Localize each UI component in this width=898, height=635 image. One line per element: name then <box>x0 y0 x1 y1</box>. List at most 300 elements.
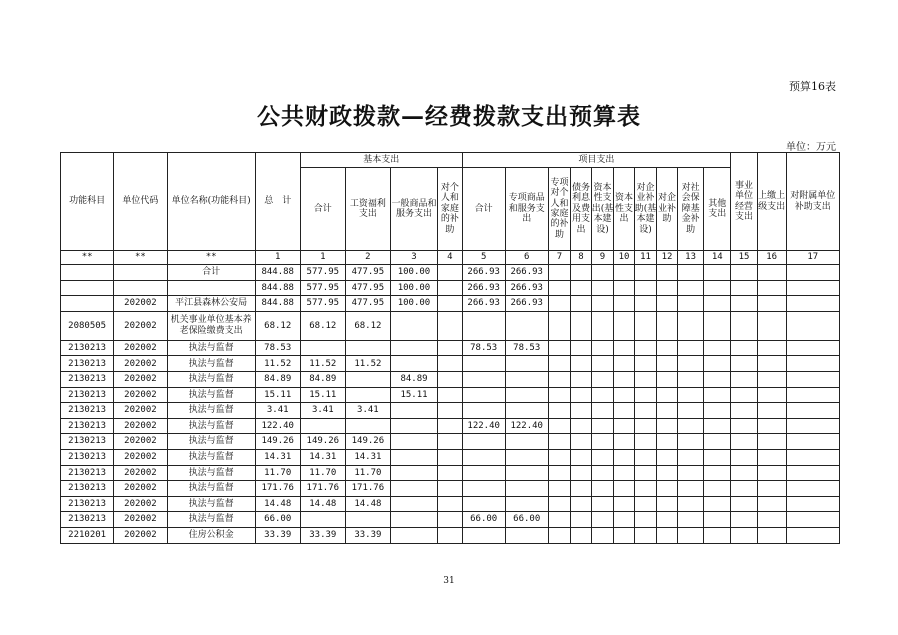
header-basic: 基本支出 <box>300 153 462 168</box>
table-cell: 66.00 <box>462 512 505 528</box>
table-cell <box>390 340 437 356</box>
table-cell <box>634 496 657 512</box>
table-cell: 执法与监督 <box>167 512 255 528</box>
header-project-other: 其他支出 <box>704 168 731 251</box>
table-cell: 14.48 <box>255 496 300 512</box>
table-cell <box>614 403 634 419</box>
table-cell <box>614 527 634 543</box>
index-cell: 14 <box>704 251 731 265</box>
table-cell <box>731 512 758 528</box>
table-cell <box>571 265 591 281</box>
table-cell: 11.52 <box>255 356 300 372</box>
table-cell <box>548 418 571 434</box>
table-cell <box>345 512 390 528</box>
table-cell <box>505 527 548 543</box>
table-cell <box>657 496 677 512</box>
table-cell <box>390 465 437 481</box>
table-cell <box>505 387 548 403</box>
table-cell: 122.40 <box>505 418 548 434</box>
table-cell <box>704 296 731 312</box>
table-cell <box>657 265 677 281</box>
table-cell <box>571 418 591 434</box>
table-cell <box>657 434 677 450</box>
table-cell <box>731 387 758 403</box>
table-cell: 68.12 <box>255 311 300 340</box>
table-cell: 2130213 <box>61 449 114 465</box>
table-cell <box>657 403 677 419</box>
table-cell <box>704 280 731 296</box>
table-cell <box>462 356 505 372</box>
table-cell <box>462 311 505 340</box>
index-cell: 16 <box>757 251 786 265</box>
table-cell: 机关事业单位基本养老保险缴费支出 <box>167 311 255 340</box>
table-cell <box>731 265 758 281</box>
header-project-social: 对社会保障基金补助 <box>677 168 704 251</box>
table-cell <box>677 496 704 512</box>
table-cell <box>591 403 614 419</box>
table-row <box>61 527 840 543</box>
table-cell <box>786 280 839 296</box>
table-cell <box>657 387 677 403</box>
table-cell <box>731 465 758 481</box>
index-cell: ** <box>114 251 167 265</box>
table-cell <box>438 527 463 543</box>
table-cell <box>704 356 731 372</box>
table-cell: 844.88 <box>255 280 300 296</box>
table-cell: 执法与监督 <box>167 496 255 512</box>
table-cell: 执法与监督 <box>167 403 255 419</box>
header-operating: 事业单位经营支出 <box>731 153 758 251</box>
table-cell <box>571 296 591 312</box>
table-cell <box>548 481 571 497</box>
table-cell <box>114 265 167 281</box>
table-cell <box>390 496 437 512</box>
table-cell <box>614 496 634 512</box>
table-cell <box>731 280 758 296</box>
table-cell <box>390 449 437 465</box>
table-cell: 844.88 <box>255 296 300 312</box>
table-cell <box>571 465 591 481</box>
table-cell <box>462 496 505 512</box>
header-project-debt: 债务利息及费用支出 <box>571 168 591 251</box>
table-cell: 844.88 <box>255 265 300 281</box>
table-cell <box>677 481 704 497</box>
table-cell <box>300 340 345 356</box>
table-cell <box>757 296 786 312</box>
index-cell: 15 <box>731 251 758 265</box>
table-cell <box>657 527 677 543</box>
header-project-capital: 资本性支出(基本建设) <box>591 168 614 251</box>
table-cell <box>731 434 758 450</box>
table-cell <box>505 311 548 340</box>
table-cell: 577.95 <box>300 296 345 312</box>
table-cell <box>345 371 390 387</box>
table-cell <box>505 449 548 465</box>
table-cell <box>591 449 614 465</box>
table-cell: 14.48 <box>345 496 390 512</box>
table-cell <box>571 356 591 372</box>
table-cell: 477.95 <box>345 280 390 296</box>
table-cell <box>757 356 786 372</box>
table-cell <box>548 527 571 543</box>
table-cell: 15.11 <box>300 387 345 403</box>
index-cell: 3 <box>390 251 437 265</box>
table-cell <box>786 311 839 340</box>
table-cell <box>591 527 614 543</box>
table-row <box>61 481 840 497</box>
table-cell <box>614 434 634 450</box>
table-cell <box>757 527 786 543</box>
table-cell <box>591 265 614 281</box>
table-cell: 577.95 <box>300 265 345 281</box>
table-cell <box>345 418 390 434</box>
table-cell: 122.40 <box>255 418 300 434</box>
table-cell <box>390 512 437 528</box>
table-cell <box>438 265 463 281</box>
table-cell <box>757 280 786 296</box>
table-cell <box>757 512 786 528</box>
table-cell <box>731 527 758 543</box>
table-cell <box>438 371 463 387</box>
table-cell <box>462 434 505 450</box>
table-cell <box>345 340 390 356</box>
table-cell <box>731 311 758 340</box>
table-cell: 100.00 <box>390 280 437 296</box>
table-cell <box>345 387 390 403</box>
table-row <box>61 296 840 312</box>
unit-label: 单位：万元 <box>786 142 836 153</box>
table-cell <box>657 280 677 296</box>
table-cell: 266.93 <box>462 280 505 296</box>
table-row <box>61 418 840 434</box>
table-cell: 执法与监督 <box>167 449 255 465</box>
table-cell: 2130213 <box>61 434 114 450</box>
table-cell <box>731 296 758 312</box>
page-number: 31 <box>443 576 455 586</box>
table-cell: 202002 <box>114 465 167 481</box>
table-cell <box>704 496 731 512</box>
table-cell <box>438 434 463 450</box>
table-cell <box>505 496 548 512</box>
table-cell <box>677 371 704 387</box>
table-cell <box>786 387 839 403</box>
table-row <box>61 311 840 340</box>
table-cell <box>677 465 704 481</box>
table-cell: 202002 <box>114 296 167 312</box>
table-cell <box>731 340 758 356</box>
table-cell <box>757 434 786 450</box>
table-cell <box>677 403 704 419</box>
table-cell <box>614 371 634 387</box>
table-cell <box>704 481 731 497</box>
table-cell <box>462 371 505 387</box>
table-cell <box>614 387 634 403</box>
table-cell <box>505 434 548 450</box>
table-cell <box>677 311 704 340</box>
table-cell: 202002 <box>114 311 167 340</box>
table-cell: 3.41 <box>300 403 345 419</box>
table-cell <box>634 418 657 434</box>
table-cell <box>548 387 571 403</box>
table-cell: 266.93 <box>462 265 505 281</box>
table-cell <box>591 418 614 434</box>
table-cell <box>704 465 731 481</box>
table-cell <box>300 512 345 528</box>
table-cell <box>634 340 657 356</box>
table-cell: 202002 <box>114 387 167 403</box>
table-cell: 2130213 <box>61 418 114 434</box>
table-cell: 执法与监督 <box>167 418 255 434</box>
table-body <box>61 265 840 544</box>
table-cell <box>438 418 463 434</box>
table-cell: 33.39 <box>345 527 390 543</box>
table-cell <box>548 496 571 512</box>
table-cell: 2130213 <box>61 387 114 403</box>
table-cell <box>548 356 571 372</box>
table-cell <box>438 465 463 481</box>
table-cell <box>657 465 677 481</box>
table-cell <box>704 512 731 528</box>
table-cell: 84.89 <box>390 371 437 387</box>
table-cell <box>505 481 548 497</box>
table-cell <box>505 356 548 372</box>
table-cell: 202002 <box>114 449 167 465</box>
table-cell <box>731 403 758 419</box>
table-cell <box>614 280 634 296</box>
header-basic-total: 合计 <box>300 168 345 251</box>
index-row <box>61 251 840 265</box>
table-cell: 执法与监督 <box>167 371 255 387</box>
table-cell <box>390 481 437 497</box>
table-cell <box>677 512 704 528</box>
table-cell <box>462 465 505 481</box>
table-cell: 3.41 <box>345 403 390 419</box>
table-cell: 2130213 <box>61 340 114 356</box>
table-cell: 477.95 <box>345 265 390 281</box>
table-cell <box>704 340 731 356</box>
table-cell <box>634 371 657 387</box>
table-cell <box>614 296 634 312</box>
index-cell: 1 <box>300 251 345 265</box>
table-tag: 预算16表 <box>789 80 836 93</box>
table-cell <box>591 296 614 312</box>
table-cell <box>462 387 505 403</box>
table-cell <box>614 512 634 528</box>
index-cell: 12 <box>657 251 677 265</box>
table-cell <box>786 449 839 465</box>
table-cell: 执法与监督 <box>167 356 255 372</box>
table-cell <box>390 311 437 340</box>
table-cell: 202002 <box>114 496 167 512</box>
table-cell: 2130213 <box>61 512 114 528</box>
table-cell: 202002 <box>114 527 167 543</box>
table-cell <box>462 527 505 543</box>
table-cell <box>634 512 657 528</box>
table-cell <box>757 371 786 387</box>
table-cell <box>61 296 114 312</box>
table-cell <box>614 449 634 465</box>
table-cell: 202002 <box>114 340 167 356</box>
table-row <box>61 496 840 512</box>
table-cell <box>591 512 614 528</box>
table-cell <box>438 449 463 465</box>
table-cell <box>61 265 114 281</box>
table-cell: 266.93 <box>505 296 548 312</box>
table-cell <box>462 403 505 419</box>
table-cell <box>571 340 591 356</box>
table-cell <box>571 512 591 528</box>
table-cell <box>548 371 571 387</box>
table-cell <box>614 311 634 340</box>
table-cell <box>634 265 657 281</box>
table-cell <box>677 387 704 403</box>
table-cell: 15.11 <box>255 387 300 403</box>
table-cell: 3.41 <box>255 403 300 419</box>
table-cell: 33.39 <box>255 527 300 543</box>
table-cell <box>438 481 463 497</box>
table-cell <box>571 527 591 543</box>
budget-table <box>60 152 840 544</box>
table-cell <box>704 449 731 465</box>
table-cell: 202002 <box>114 481 167 497</box>
table-row <box>61 371 840 387</box>
table-cell <box>731 418 758 434</box>
table-cell <box>614 418 634 434</box>
header-project-personal: 专项对个人和家庭的补助 <box>548 168 571 251</box>
table-cell <box>462 481 505 497</box>
table-cell <box>548 465 571 481</box>
table-cell <box>634 387 657 403</box>
table-cell: 202002 <box>114 418 167 434</box>
table-cell <box>757 265 786 281</box>
table-cell <box>614 356 634 372</box>
table-cell: 11.70 <box>255 465 300 481</box>
table-cell <box>677 356 704 372</box>
header-basic-personal: 对个人和家庭的补助 <box>438 168 463 251</box>
table-cell <box>657 311 677 340</box>
table-cell <box>438 296 463 312</box>
table-cell <box>591 356 614 372</box>
table-cell: 执法与监督 <box>167 465 255 481</box>
table-cell <box>704 311 731 340</box>
index-cell: ** <box>167 251 255 265</box>
table-cell: 171.76 <box>300 481 345 497</box>
table-cell: 171.76 <box>345 481 390 497</box>
table-cell: 577.95 <box>300 280 345 296</box>
table-row <box>61 280 840 296</box>
table-cell <box>591 434 614 450</box>
table-row <box>61 265 840 281</box>
table-cell: 66.00 <box>255 512 300 528</box>
header-affiliated: 对附属单位补助支出 <box>786 153 839 251</box>
table-cell: 266.93 <box>505 265 548 281</box>
table-cell: 执法与监督 <box>167 387 255 403</box>
table-cell: 68.12 <box>300 311 345 340</box>
table-cell <box>390 403 437 419</box>
index-cell: 6 <box>505 251 548 265</box>
table-cell <box>786 265 839 281</box>
table-cell <box>548 265 571 281</box>
table-cell <box>757 418 786 434</box>
table-cell: 78.53 <box>462 340 505 356</box>
table-cell: 202002 <box>114 403 167 419</box>
table-cell <box>757 387 786 403</box>
table-cell <box>657 512 677 528</box>
table-cell <box>591 280 614 296</box>
table-row <box>61 387 840 403</box>
table-cell <box>657 356 677 372</box>
table-cell: 11.70 <box>300 465 345 481</box>
index-cell: 5 <box>462 251 505 265</box>
table-cell <box>548 449 571 465</box>
table-cell <box>571 449 591 465</box>
table-cell <box>571 496 591 512</box>
table-cell: 149.26 <box>300 434 345 450</box>
table-cell: 266.93 <box>462 296 505 312</box>
table-cell <box>677 418 704 434</box>
table-cell: 171.76 <box>255 481 300 497</box>
table-cell <box>677 434 704 450</box>
table-cell <box>634 311 657 340</box>
header-project: 项目支出 <box>462 153 731 168</box>
index-cell: 8 <box>571 251 591 265</box>
header-total: 总 计 <box>255 153 300 251</box>
table-cell <box>438 356 463 372</box>
table-cell: 477.95 <box>345 296 390 312</box>
table-cell: 11.70 <box>345 465 390 481</box>
table-cell <box>786 496 839 512</box>
table-cell: 266.93 <box>505 280 548 296</box>
table-cell <box>591 311 614 340</box>
table-row <box>61 465 840 481</box>
table-cell <box>786 465 839 481</box>
table-cell <box>786 418 839 434</box>
table-cell <box>114 280 167 296</box>
header-basic-goods: 一般商品和服务支出 <box>390 168 437 251</box>
table-cell <box>548 296 571 312</box>
index-cell: 4 <box>438 251 463 265</box>
table-cell <box>614 340 634 356</box>
table-cell: 执法与监督 <box>167 340 255 356</box>
table-cell <box>548 512 571 528</box>
table-cell: 2130213 <box>61 403 114 419</box>
table-cell <box>731 481 758 497</box>
table-cell <box>634 465 657 481</box>
table-cell: 2130213 <box>61 496 114 512</box>
table-cell: 149.26 <box>345 434 390 450</box>
table-cell <box>757 496 786 512</box>
table-cell: 33.39 <box>300 527 345 543</box>
table-cell <box>657 481 677 497</box>
table-cell <box>438 311 463 340</box>
table-cell <box>390 527 437 543</box>
table-cell: 2130213 <box>61 356 114 372</box>
table-cell <box>591 481 614 497</box>
table-cell <box>657 449 677 465</box>
table-cell <box>786 403 839 419</box>
table-cell <box>591 496 614 512</box>
table-cell <box>462 449 505 465</box>
table-cell <box>438 496 463 512</box>
table-cell: 78.53 <box>255 340 300 356</box>
index-cell: 13 <box>677 251 704 265</box>
table-cell: 15.11 <box>390 387 437 403</box>
table-cell <box>548 340 571 356</box>
table-cell <box>757 465 786 481</box>
table-cell <box>757 449 786 465</box>
table-cell: 14.31 <box>345 449 390 465</box>
table-cell <box>61 280 114 296</box>
